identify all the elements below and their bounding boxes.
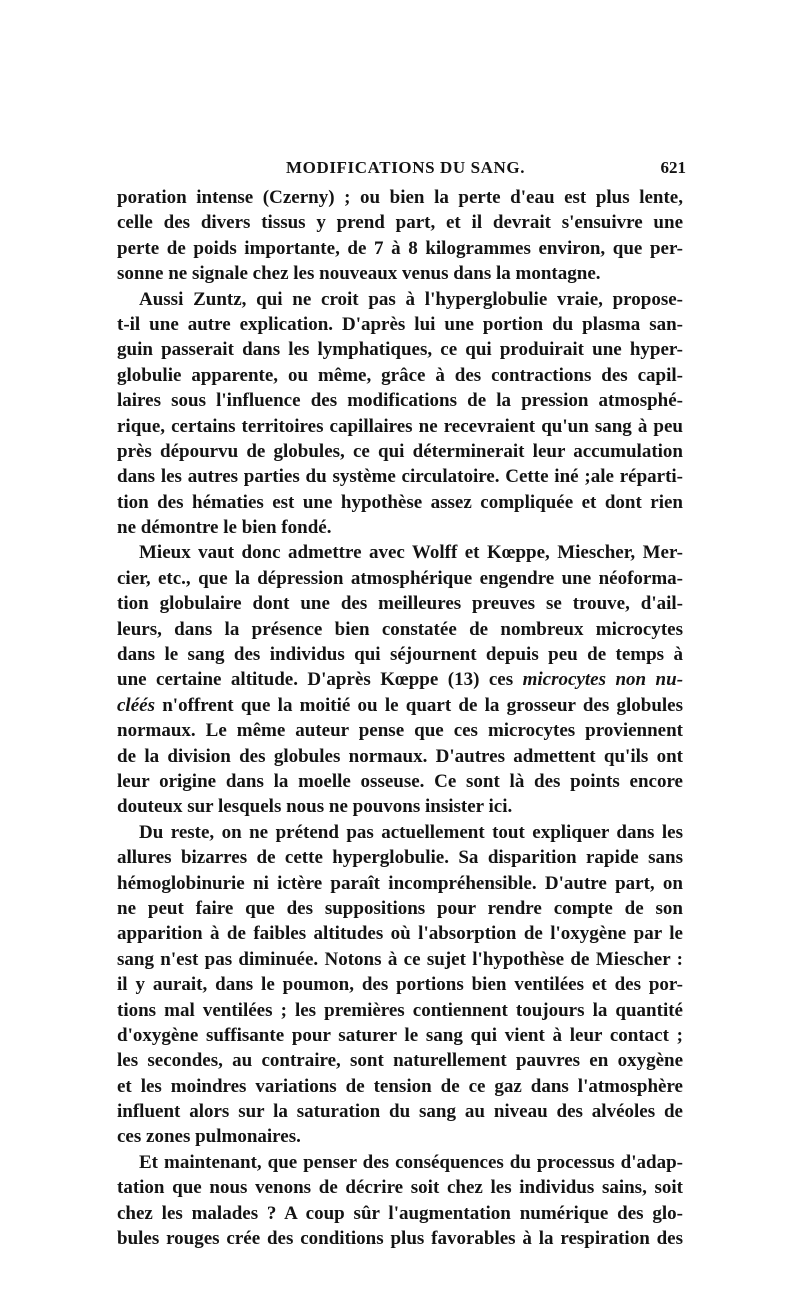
text-line: il y aurait, dans le poumon, des portions bien ventilées et des por- xyxy=(117,974,683,996)
text-line: rique, certains territoires capillaires ne recevraient qu'un sang à peu xyxy=(117,415,683,437)
text-line: allures bizarres de cette hyperglobulie. Sa disparition rapide sans xyxy=(117,847,683,869)
text-line: ne peut faire que des suppositions pour rendre compte de son xyxy=(117,897,683,919)
text-line: sonne ne signale chez les nouveaux venus dans la montagne. xyxy=(117,263,601,285)
page-number: 621 xyxy=(660,158,686,177)
text-line: laires sous l'influence des modifications de la pression atmosphé- xyxy=(117,390,683,412)
text-line: dans les autres parties du système circulatoire. Cette iné ;ale réparti- xyxy=(117,466,683,488)
text-line: dans le sang des individus qui séjournent depuis peu de temps à xyxy=(117,644,683,666)
text-line: une certaine altitude. D'après Kœppe (13) ces microcytes non nu- xyxy=(117,669,684,691)
running-head xyxy=(118,158,686,182)
text-line: celle des divers tissus y prend part, et il devrait s'ensuivre une xyxy=(117,212,683,234)
text-line: bules rouges crée des conditions plus favorables à la respiration des xyxy=(117,1228,683,1250)
text-line: leur origine dans la moelle osseuse. Ce sont là des points encore xyxy=(117,770,683,792)
text-line: poration intense (Czerny) ; ou bien la perte d'eau est plus lente, xyxy=(117,187,683,208)
text-line: tion globulaire dont une des meilleures preuves se trouve, d'ail- xyxy=(117,593,683,615)
text-line: tion des hématies est une hypothèse assez compliquée et dont rien xyxy=(117,491,683,513)
text-line: tions mal ventilées ; les premières contiennent toujours la quantité xyxy=(117,999,683,1021)
text-line: près dépourvu de globules, ce qui déterminerait leur accumulation xyxy=(117,440,683,462)
text-line: douteux sur lesquels nous ne pouvons insister ici. xyxy=(117,796,513,818)
text-line: Aussi Zuntz, qui ne croit pas à l'hyperglobulie vraie, propose- xyxy=(139,288,683,310)
text-line: cier, etc., que la dépression atmosphérique engendre une néoforma- xyxy=(117,567,683,589)
text-line: guin passerait dans les lymphatiques, ce qui produirait une hyper- xyxy=(117,339,683,361)
text-line: Mieux vaut donc admettre avec Wolff et Kœppe, Miescher, Mer- xyxy=(139,542,683,564)
text-line: influent alors sur la saturation du sang au niveau des alvéoles de xyxy=(117,1101,683,1123)
body-text xyxy=(117,185,683,1251)
text-line: Du reste, on ne prétend pas actuellement tout expliquer dans les xyxy=(139,821,683,843)
text-line: et les moindres variations de tension de ce gaz dans l'atmosphère xyxy=(117,1075,683,1097)
text-line: de la division des globules normaux. D'autres admettent qu'ils ont xyxy=(117,745,683,767)
italic-text: cléés xyxy=(117,694,155,716)
text-line: t-il une autre explication. D'après lui une portion du plasma san- xyxy=(117,313,683,335)
text-line: globulie apparente, ou même, grâce à des contractions des capil- xyxy=(117,364,683,386)
text-line: apparition à de faibles altitudes où l'absorption de l'oxygène par le xyxy=(117,923,683,945)
text-line: sang n'est pas diminuée. Notons à ce sujet l'hypothèse de Miescher : xyxy=(117,948,683,970)
text-line: cléés n'offrent que la moitié ou le quart de la grosseur des globules xyxy=(117,694,683,716)
text-line: ne démontre le bien fondé. xyxy=(117,517,332,539)
italic-text: microcytes non nu- xyxy=(522,669,684,691)
text-line: d'oxygène suffisante pour saturer le sang qui vient à leur contact ; xyxy=(117,1024,683,1046)
text-line: Et maintenant, que penser des conséquences du processus d'adap- xyxy=(139,1151,683,1173)
text-line: leurs, dans la présence bien constatée de nombreux microcytes xyxy=(117,618,683,640)
text-line: tation que nous venons de décrire soit chez les individus sains, soit xyxy=(117,1177,683,1199)
text-line: ces zones pulmonaires. xyxy=(117,1126,301,1148)
running-title: MODIFICATIONS DU SANG. xyxy=(286,158,526,177)
text-line: normaux. Le même auteur pense que ces microcytes proviennent xyxy=(117,720,683,742)
text-line: chez les malades ? A coup sûr l'augmentation numérique des glo- xyxy=(117,1202,683,1224)
text-line: hémoglobinurie ni ictère paraît incompréhensible. D'autre part, on xyxy=(117,872,683,894)
text-line: perte de poids importante, de 7 à 8 kilogrammes environ, que per- xyxy=(117,237,683,259)
text-line: les secondes, au contraire, sont naturellement pauvres en oxygène xyxy=(117,1050,683,1072)
